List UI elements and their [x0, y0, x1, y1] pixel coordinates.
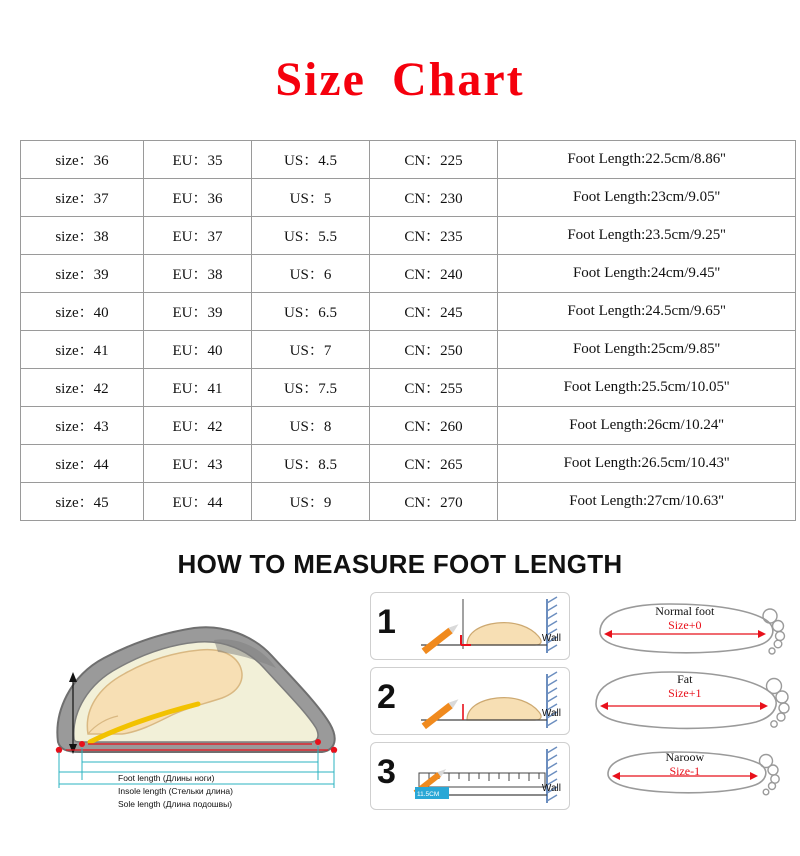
- table-row: [21, 293, 796, 331]
- cell-eu: EU：37: [144, 217, 252, 255]
- measure-steps: [370, 592, 570, 817]
- cell-us: US：5: [252, 179, 370, 217]
- legend-insole-length: Insole length (Стельки длина): [118, 786, 233, 796]
- cell-us: US：8: [252, 407, 370, 445]
- measure-subtitle: HOW TO MEASURE FOOT LENGTH: [177, 549, 623, 579]
- step-3-illustration-icon: [371, 743, 570, 809]
- cell-us: US：7: [252, 331, 370, 369]
- step-3-wall-label: Wall: [541, 783, 561, 794]
- cell-eu: EU：44: [144, 483, 252, 521]
- cell-eu: EU：35: [144, 141, 252, 179]
- cell-foot-length: Foot Length:23.5cm/9.25'': [498, 217, 796, 255]
- foot-type-narrow-name: Naroow: [665, 750, 705, 764]
- step-2-wall-label: Wall: [541, 708, 561, 719]
- cell-cn: CN：240: [370, 255, 498, 293]
- size-table-wrapper: [20, 140, 780, 521]
- cell-us: US：9: [252, 483, 370, 521]
- table-row: [21, 483, 796, 521]
- cell-cn: CN：255: [370, 369, 498, 407]
- cell-us: US：7.5: [252, 369, 370, 407]
- cell-cn: CN：265: [370, 445, 498, 483]
- cell-eu: EU：39: [144, 293, 252, 331]
- step-1-wall-label: Wall: [541, 633, 561, 644]
- cell-size: size：45: [21, 483, 144, 521]
- cell-foot-length: Foot Length:23cm/9.05'': [498, 179, 796, 217]
- cell-size: size：37: [21, 179, 144, 217]
- table-row: [21, 369, 796, 407]
- cell-cn: CN：230: [370, 179, 498, 217]
- foot-type-diagram: [584, 592, 794, 817]
- shoe-cross-section-diagram: [18, 592, 358, 817]
- cell-cn: CN：225: [370, 141, 498, 179]
- cell-foot-length: Foot Length:26.5cm/10.43'': [498, 445, 796, 483]
- cell-us: US：6: [252, 255, 370, 293]
- cell-size: size：40: [21, 293, 144, 331]
- shoe-outline-icon: [18, 592, 358, 792]
- table-row: [21, 179, 796, 217]
- legend-foot-length: Foot length (Длины ноги): [118, 773, 215, 783]
- cell-size: size：42: [21, 369, 144, 407]
- cell-foot-length: Foot Length:22.5cm/8.86'': [498, 141, 796, 179]
- title-part-1: Size: [275, 53, 366, 106]
- foot-type-fat-size: Size+1: [668, 686, 702, 700]
- cell-eu: EU：41: [144, 369, 252, 407]
- cell-cn: CN：235: [370, 217, 498, 255]
- cell-foot-length: Foot Length:24.5cm/9.65'': [498, 293, 796, 331]
- foot-type-normal: [584, 592, 794, 664]
- table-row: [21, 331, 796, 369]
- cell-size: size：39: [21, 255, 144, 293]
- cell-us: US：4.5: [252, 141, 370, 179]
- size-chart-page: [0, 53, 800, 856]
- cell-size: size：38: [21, 217, 144, 255]
- cell-us: US：8.5: [252, 445, 370, 483]
- step-2-illustration-icon: [371, 668, 570, 734]
- cell-foot-length: Foot Length:24cm/9.45'': [498, 255, 796, 293]
- title-part-2: Chart: [391, 53, 525, 106]
- cell-foot-length: Foot Length:26cm/10.24'': [498, 407, 796, 445]
- step-3-number: 3: [377, 753, 396, 791]
- cell-eu: EU：43: [144, 445, 252, 483]
- cell-us: US：5.5: [252, 217, 370, 255]
- step-1-illustration-icon: [371, 593, 570, 659]
- step-2: [370, 667, 570, 735]
- step-2-number: 2: [377, 678, 396, 716]
- cell-cn: CN：270: [370, 483, 498, 521]
- size-table: [20, 140, 796, 521]
- page-title: [0, 53, 800, 106]
- cell-size: size：44: [21, 445, 144, 483]
- cell-eu: EU：42: [144, 407, 252, 445]
- foot-type-fat-name: Fat: [677, 672, 693, 686]
- cell-size: size：41: [21, 331, 144, 369]
- cell-foot-length: Foot Length:27cm/10.63'': [498, 483, 796, 521]
- cell-eu: EU：38: [144, 255, 252, 293]
- foot-type-normal-name: Normal foot: [655, 604, 715, 618]
- foot-type-narrow: [584, 736, 794, 808]
- legend-sole-length: Sole length (Длина подошвы): [118, 799, 233, 809]
- measurement-legend: [118, 772, 233, 811]
- step-1: [370, 592, 570, 660]
- cell-us: US：6.5: [252, 293, 370, 331]
- table-row: [21, 445, 796, 483]
- step-3-ruler-value: 11.5CM: [417, 791, 440, 798]
- foot-type-normal-size: Size+0: [668, 618, 702, 632]
- table-row: [21, 255, 796, 293]
- cell-foot-length: Foot Length:25cm/9.85'': [498, 331, 796, 369]
- table-row: [21, 217, 796, 255]
- cell-eu: EU：36: [144, 179, 252, 217]
- cell-size: size：43: [21, 407, 144, 445]
- illustration-area: [18, 592, 782, 822]
- cell-cn: CN：245: [370, 293, 498, 331]
- cell-cn: CN：250: [370, 331, 498, 369]
- step-1-number: 1: [377, 603, 396, 641]
- foot-type-fat: [584, 664, 794, 736]
- cell-foot-length: Foot Length:25.5cm/10.05'': [498, 369, 796, 407]
- cell-cn: CN：260: [370, 407, 498, 445]
- cell-size: size：36: [21, 141, 144, 179]
- table-row: [21, 407, 796, 445]
- foot-type-narrow-size: Size-1: [669, 764, 701, 778]
- cell-eu: EU：40: [144, 331, 252, 369]
- table-row: [21, 141, 796, 179]
